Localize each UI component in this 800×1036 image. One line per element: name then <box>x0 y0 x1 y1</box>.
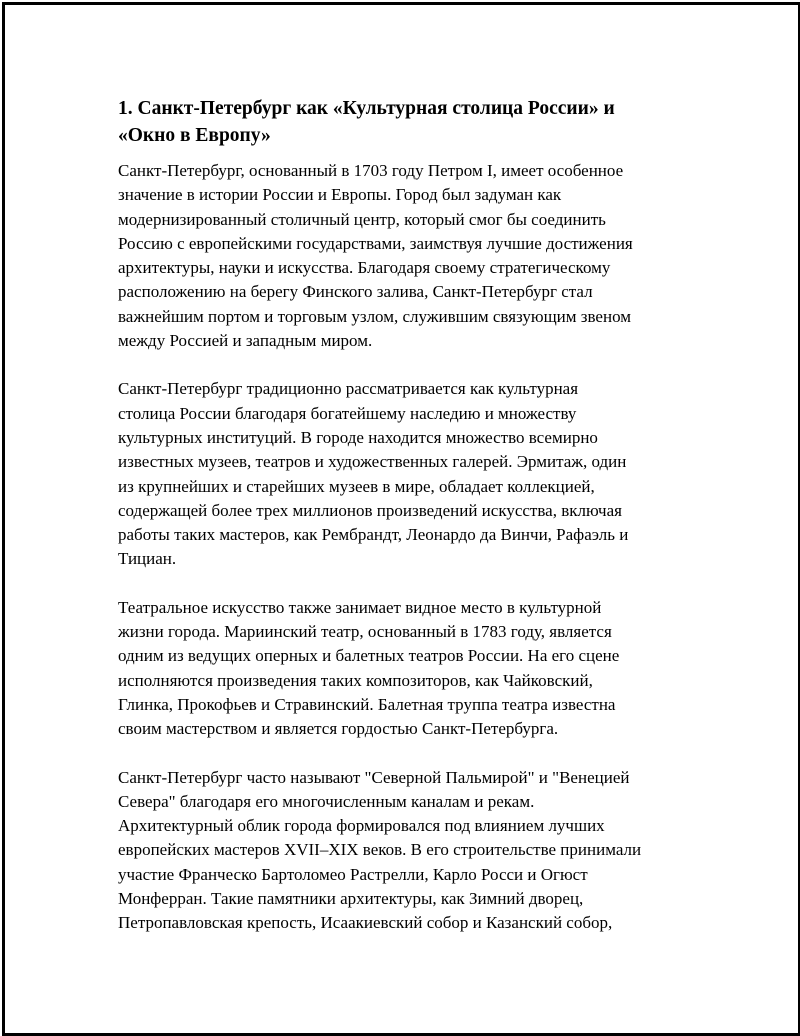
text-line: Глинка, Прокофьев и Стравинский. Балетная труппа театра известна <box>118 694 616 714</box>
document-body <box>118 95 688 960</box>
paragraph-architecture <box>118 766 688 936</box>
paragraph-theatre <box>118 596 688 742</box>
text-line: Тициан. <box>118 549 177 569</box>
text-line: значение в истории России и Европы. Город был задуман как <box>118 185 562 205</box>
heading-line: «Окно в Европу» <box>118 125 271 146</box>
text-line: Петропавловская крепость, Исаакиевский собор и Казанский собор, <box>118 913 613 933</box>
text-line: своим мастерством и является гордостью Санкт-Петербурга. <box>118 719 559 739</box>
text-line: исполняются произведения таких композиторов, как Чайковский, <box>118 670 593 690</box>
text-line: важнейшим портом и торговым узлом, служившим связующим звеном <box>118 306 631 326</box>
text-line: содержащей более трех миллионов произведений искусства, включая <box>118 500 622 520</box>
text-line: работы таких мастеров, как Рембрандт, Леонардо да Винчи, Рафаэль и <box>118 525 629 545</box>
text-line: модернизированный столичный центр, который смог бы соединить <box>118 209 606 229</box>
text-line: между Россией и западным миром. <box>118 331 373 351</box>
text-line: жизни города. Мариинский театр, основанный в 1783 году, является <box>118 622 612 642</box>
text-line: известных музеев, театров и художественных галерей. Эрмитаж, один <box>118 452 627 472</box>
text-line: Театральное искусство также занимает видное место в культурной <box>118 597 602 617</box>
heading-line: 1. Санкт-Петербург как «Культурная столица России» и <box>118 98 615 119</box>
text-line: Россию с европейскими государствами, заимствуя лучшие достижения <box>118 233 633 253</box>
text-line: Санкт-Петербург традиционно рассматривается как культурная <box>118 379 579 399</box>
text-line: Монферран. Такие памятники архитектуры, как Зимний дворец, <box>118 889 584 909</box>
text-line: из крупнейших и старейших музеев в мире, обладает коллекцией, <box>118 476 595 496</box>
text-line: архитектуры, науки и искусства. Благодаря своему стратегическому <box>118 258 611 278</box>
text-line: Севера" благодаря его многочисленным каналам и рекам. <box>118 791 535 811</box>
text-line: культурных институций. В городе находится множество всемирно <box>118 427 598 447</box>
text-line: одним из ведущих оперных и балетных театров России. На его сцене <box>118 646 620 666</box>
text-line: столица России благодаря богатейшему наследию и множеству <box>118 403 577 423</box>
text-line: расположению на берегу Финского залива, Санкт-Петербург стал <box>118 282 593 302</box>
text-line: европейских мастеров XVII–XIX веков. В его строительстве принимали <box>118 840 642 860</box>
section-heading <box>118 95 688 149</box>
paragraph-culture <box>118 377 688 571</box>
text-line: Архитектурный облик города формировался под влиянием лучших <box>118 816 605 836</box>
text-line: Санкт-Петербург, основанный в 1703 году Петром I, имеет особенное <box>118 161 624 180</box>
text-line: Санкт-Петербург часто называют "Северной Пальмирой" и "Венецией <box>118 767 630 787</box>
text-line: участие Франческо Бартоломео Растрелли, Карло Росси и Огюст <box>118 864 588 884</box>
paragraph-founding <box>118 159 688 353</box>
